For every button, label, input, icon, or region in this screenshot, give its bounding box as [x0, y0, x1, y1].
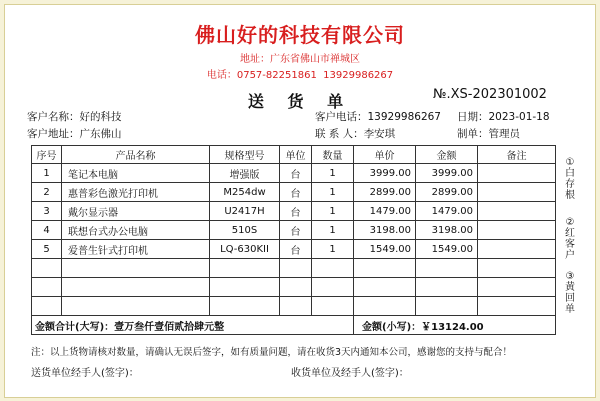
total-lower-value: ￥13124.00: [421, 321, 484, 333]
company-address: [5, 50, 595, 65]
address-value: 广东省佛山市禅城区: [270, 54, 360, 65]
customer-name: [27, 109, 122, 124]
cell-no: 2: [32, 183, 62, 202]
customer-name-label: 客户名称：: [27, 111, 80, 123]
total-upper-label: 金额合计(大写)：: [35, 321, 115, 333]
total-upper-cell: [32, 316, 354, 335]
phone-label: 电话：: [206, 70, 237, 81]
customer-phone-label: 客户电话：: [315, 111, 368, 123]
cell-spec: M254dw: [210, 183, 280, 202]
total-row: [32, 316, 556, 335]
delivery-note-sheet: [4, 4, 596, 398]
total-lower-label: 金额(小写)：: [362, 321, 422, 333]
table-row: [32, 202, 556, 221]
cell-product-name: 笔记本电脑: [62, 164, 210, 183]
copy-white-stub: ①白存根: [565, 157, 575, 201]
cell-unit: 台: [280, 164, 312, 183]
address-label: 地址：: [240, 54, 270, 65]
table-row: [32, 221, 556, 240]
cell-note: [478, 240, 556, 259]
cell-spec: LQ-630KII: [210, 240, 280, 259]
customer-address: [27, 126, 122, 141]
header-amount: 金额: [416, 146, 478, 164]
empty-row: [32, 259, 556, 278]
cell-qty: 1: [312, 240, 354, 259]
cell-price: 3999.00: [354, 164, 416, 183]
maker-value: 管理员: [488, 128, 520, 140]
cell-unit: 台: [280, 221, 312, 240]
cell-no: 3: [32, 202, 62, 221]
copy-yellow-receipt: ③黄回单: [565, 271, 575, 315]
phone-value: 0757-82251861 13929986267: [236, 70, 394, 81]
table-row: [32, 164, 556, 183]
cell-unit: 台: [280, 202, 312, 221]
customer-phone-value: 13929986267: [367, 111, 441, 123]
cell-note: [478, 164, 556, 183]
total-upper-value: 壹万叁仟壹佰贰拾肆元整: [114, 321, 225, 333]
cell-price: 2899.00: [354, 183, 416, 202]
header-unit: 单位: [280, 146, 312, 164]
cell-note: [478, 202, 556, 221]
date-label: 日期：: [457, 111, 489, 123]
maker: [457, 126, 520, 141]
table-row: [32, 240, 556, 259]
company-phone: [5, 66, 595, 81]
contact-person: [315, 126, 395, 141]
empty-row: [32, 297, 556, 316]
cell-note: [478, 221, 556, 240]
cell-qty: 1: [312, 221, 354, 240]
cell-no: 4: [32, 221, 62, 240]
cell-amount: 2899.00: [416, 183, 478, 202]
customer-phone: [315, 109, 441, 124]
header-no: 序号: [32, 146, 62, 164]
cell-product-name: 惠普彩色激光打印机: [62, 183, 210, 202]
items-table: [31, 145, 556, 335]
table-header-row: [32, 146, 556, 164]
cell-product-name: 戴尔显示器: [62, 202, 210, 221]
date-value: 2023-01-18: [488, 111, 550, 123]
customer-address-label: 客户地址：: [27, 128, 80, 140]
header-price: 单价: [354, 146, 416, 164]
sender-signature-label: 送货单位经手人(签字)：: [31, 368, 139, 379]
cell-amount: 3198.00: [416, 221, 478, 240]
cell-qty: 1: [312, 164, 354, 183]
copy-red-customer: ②红客户: [565, 217, 575, 261]
cell-no: 5: [32, 240, 62, 259]
document-title: 送 货 单: [247, 92, 353, 111]
header-product-name: 产品名称: [62, 146, 210, 164]
empty-row: [32, 278, 556, 297]
total-lower-cell: [354, 316, 556, 335]
cell-amount: 1479.00: [416, 202, 478, 221]
cell-qty: 1: [312, 183, 354, 202]
header-qty: 数量: [312, 146, 354, 164]
cell-spec: 510S: [210, 221, 280, 240]
cell-unit: 台: [280, 240, 312, 259]
header-spec: 规格型号: [210, 146, 280, 164]
cell-spec: 增强版: [210, 164, 280, 183]
cell-product-name: 联想台式办公电脑: [62, 221, 210, 240]
document-number: №.XS-202301002: [433, 87, 547, 102]
customer-name-value: 好的科技: [79, 111, 122, 123]
cell-note: [478, 183, 556, 202]
receiver-signature-label: 收货单位及经手人(签字)：: [291, 368, 409, 379]
cell-qty: 1: [312, 202, 354, 221]
customer-address-value: 广东佛山: [79, 128, 122, 140]
maker-label: 制单：: [457, 128, 489, 140]
date: [457, 109, 550, 124]
header-note: 备注: [478, 146, 556, 164]
cell-product-name: 爱普生针式打印机: [62, 240, 210, 259]
cell-no: 1: [32, 164, 62, 183]
cell-price: 1549.00: [354, 240, 416, 259]
cell-amount: 3999.00: [416, 164, 478, 183]
cell-unit: 台: [280, 183, 312, 202]
contact-value: 李安琪: [363, 128, 396, 140]
company-name: 佛山好的科技有限公司: [195, 23, 405, 47]
cell-price: 3198.00: [354, 221, 416, 240]
cell-spec: U2417H: [210, 202, 280, 221]
cell-price: 1479.00: [354, 202, 416, 221]
footer-notice: 注：以上货物请核对数量，请确认无误后签字，如有质量问题，请在收货3天内通知本公司，感谢您的支持与配合！: [31, 347, 513, 358]
cell-amount: 1549.00: [416, 240, 478, 259]
table-row: [32, 183, 556, 202]
contact-label: 联 系 人：: [315, 128, 364, 140]
